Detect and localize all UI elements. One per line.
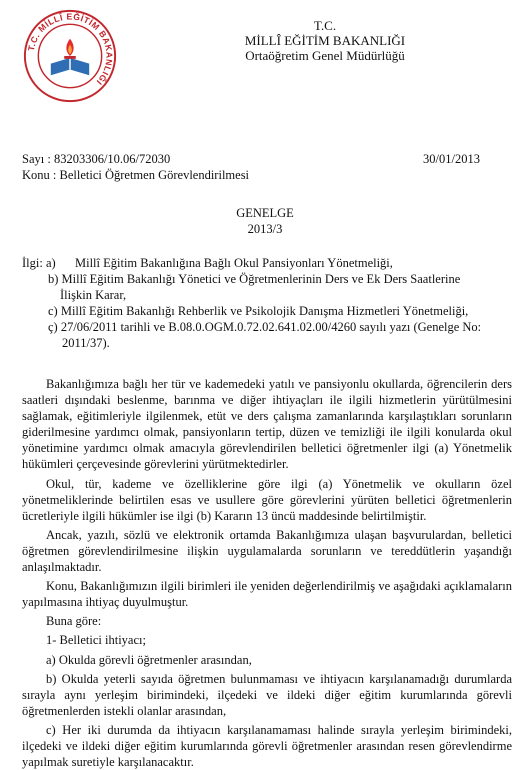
reference-b: b) Millî Eğitim Bakanlığı Yönetici ve Öğretmenlerinin Ders ve Ek Ders Saatlerine: [48, 272, 461, 286]
paragraph: Buna göre:: [46, 614, 102, 629]
references-label: İlgi: a): [22, 256, 56, 270]
references-block: [22, 255, 512, 351]
header-ministry: MİLLÎ EĞİTİM BAKANLIĞI: [244, 33, 406, 48]
list-item: b) Okulda yeterli sayıda öğretmen bulunmaması ve ihtiyacın karşılanamadığı durumlarda sırayla aynı yerleşim birimindeki, ilçedeki ve ildeki diğer eğitim kurumlarında görevli öğretmenlerden istekli olanlar arasından,: [22, 671, 512, 718]
paragraph: Okul, tür, kademe ve özelliklerine göre ilgi (a) Yönetmelik ve okulların özel yönetmeliklerinde belirtilen esas ve usullere göre görevlerini yürüten belletici öğretmenlerin ücretleriyle ilgili hükümler ise ilgi (b) Kararın 13 üncü maddesinde belirtilmiştir.: [22, 476, 512, 523]
reference-d-cont: 2011/37).: [62, 336, 110, 350]
circular-body: [22, 376, 512, 770]
document-number: Sayı : 83203306/10.06/72030: [22, 152, 171, 166]
paragraph: Ancak, yazılı, sözlü ve elektronik ortamda Bakanlığımıza ulaşan başvurulardan, belletici öğretmen görevlendirilmesine ilişkin uygulamalarda sorunların ve tereddütlerin yaşandığı anlaşılmaktadır.: [22, 527, 512, 575]
header-directorate: Ortaöğretim Genel Müdürlüğü: [245, 48, 405, 63]
list-heading: 1- Belletici ihtiyacı;: [46, 633, 146, 648]
reference-c: c) Millî Eğitim Bakanlığı Rehberlik ve Psikolojik Danışma Hizmetleri Yönetmeliği,: [48, 304, 469, 318]
list-item: a) Okulda görevli öğretmenler arasından,: [46, 652, 252, 667]
logo-ring-text: T.C. MİLLÎ EĞİTİM BAKANLIĞI: [25, 11, 115, 88]
document-date: 30/01/2013: [423, 152, 480, 166]
paragraph: Konu, Bakanlığımızın ilgili birimleri ile yeniden değerlendirilmiş ve aşağıdaki açıklamaların yapılmasına ihtiyaç duyulmuştur.: [22, 579, 512, 610]
reference-b-cont: İlişkin Karar,: [60, 288, 127, 302]
circular-title: GENELGE: [236, 206, 294, 220]
circular-number: 2013/3: [247, 222, 283, 236]
document-subject: Konu : Belletici Öğretmen Görevlendirilmesi: [22, 168, 250, 182]
paragraph: Bakanlığımıza bağlı her tür ve kademedeki yatılı ve pansiyonlu okullarda, öğrencilerin ders saatleri dışındaki beslenme, barınma ve diğer ihtiyaçları ile ilgili hizmetlerin yürütülmesini sağlamak, eğitimleriyle ilgilenmek, etüt ve ders çalışma zamanlarında karşılaştıkları sorunların giderilmesine yardımcı olmak, pansiyonların tertip, düzen ve temizliği ile ilgili konularda okul yönetimine yardımcı olmak amacıyla görevlendirilen belletici öğretmenler ilgi (a) Yönetmelik hükümleri çerçevesinde görevlerini yürütmektedirler.: [22, 377, 512, 472]
reference-a: Millî Eğitim Bakanlığına Bağlı Okul Pansiyonları Yönetmeliği,: [75, 256, 393, 270]
list-item: c) Her iki durumda da ihtiyacın karşılanamaması halinde sırayla yerleşim birimindeki, ilçedeki ve ildeki diğer eğitim kurumlarında görevli öğretmenler arasından resen görevlendirme yapılmak suretiyle karşılanacaktır.: [22, 722, 512, 770]
reference-d: ç) 27/06/2011 tarihli ve B.08.0.OGM.0.72.02.641.02.00/4260 sayılı yazı (Genelge No:: [48, 320, 482, 334]
header-tc: T.C.: [313, 18, 337, 33]
